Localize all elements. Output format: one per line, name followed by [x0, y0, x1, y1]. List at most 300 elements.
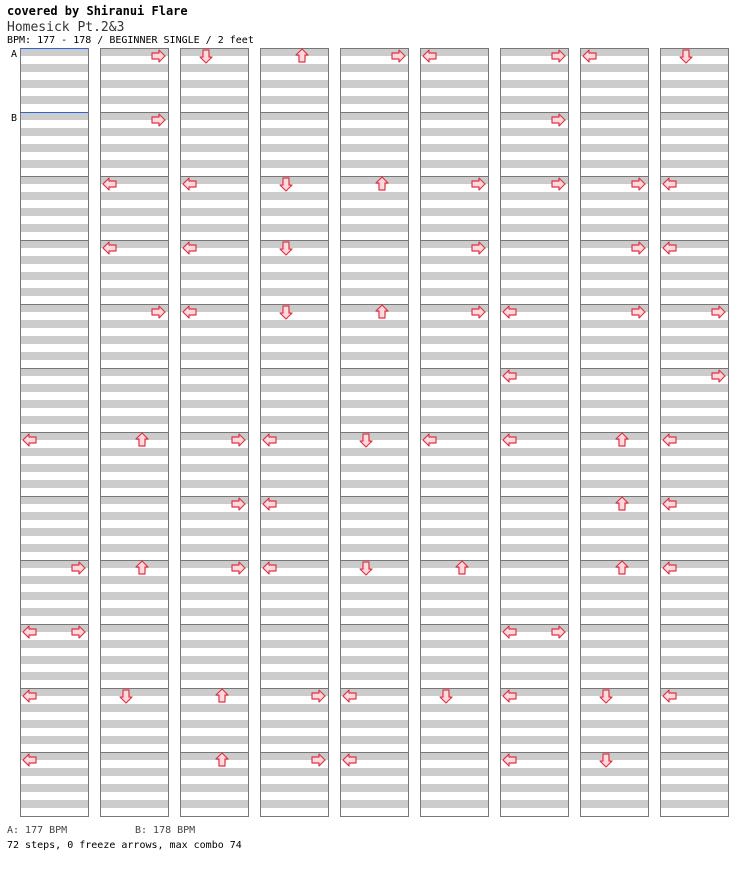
beat-stripe	[660, 464, 728, 472]
beat-stripe	[500, 224, 568, 232]
measure-50	[340, 112, 409, 177]
measure-41	[260, 304, 329, 369]
beat-stripe	[660, 96, 728, 104]
beat-stripe	[100, 592, 168, 600]
beat-stripe	[420, 496, 488, 504]
beat-stripe	[580, 464, 648, 472]
beat-stripe	[260, 272, 328, 280]
beat-stripe	[420, 624, 488, 632]
beat-stripe	[660, 800, 728, 808]
beat-stripe	[420, 448, 488, 456]
beat-stripe	[340, 208, 408, 216]
beat-stripe	[100, 720, 168, 728]
beat-stripe	[420, 528, 488, 536]
beat-stripe	[580, 720, 648, 728]
measure-68	[420, 496, 489, 561]
beat-stripe	[500, 576, 568, 584]
beat-stripe	[660, 448, 728, 456]
beat-stripe	[260, 336, 328, 344]
beat-stripe	[580, 288, 648, 296]
measure-8	[20, 496, 89, 561]
beat-stripe	[500, 672, 568, 680]
measure-26	[180, 112, 249, 177]
measure-5	[20, 304, 89, 369]
beat-stripe	[420, 144, 488, 152]
beat-stripe	[580, 64, 648, 72]
beat-stripe	[260, 592, 328, 600]
beat-stripe	[260, 656, 328, 664]
beat-stripe	[340, 640, 408, 648]
beat-stripe	[660, 624, 728, 632]
beat-stripe	[580, 800, 648, 808]
beat-stripe	[180, 192, 248, 200]
beat-stripe	[420, 288, 488, 296]
beat-stripe	[580, 784, 648, 792]
beat-stripe	[340, 624, 408, 632]
measure-51	[340, 176, 409, 241]
beat-stripe	[340, 336, 408, 344]
beat-stripe	[340, 352, 408, 360]
beat-stripe	[660, 64, 728, 72]
beat-stripe	[180, 352, 248, 360]
bpm-marker-label: B	[11, 113, 18, 124]
beat-stripe	[20, 272, 88, 280]
beat-stripe	[660, 400, 728, 408]
beat-stripe	[340, 192, 408, 200]
measure-57	[340, 560, 409, 625]
beat-stripe	[340, 320, 408, 328]
bpm-a-label: A: 177 BPM	[7, 825, 68, 836]
beat-stripe	[580, 432, 648, 440]
beat-stripe	[580, 224, 648, 232]
measure-2	[20, 112, 89, 177]
beat-stripe	[20, 192, 88, 200]
beat-stripe	[660, 352, 728, 360]
beat-stripe	[180, 656, 248, 664]
beat-stripe	[180, 128, 248, 136]
beat-stripe	[100, 80, 168, 88]
beat-stripe	[340, 416, 408, 424]
beat-stripe	[20, 160, 88, 168]
measure-38	[260, 112, 329, 177]
beat-stripe	[580, 448, 648, 456]
beat-stripe	[180, 752, 248, 760]
beat-stripe	[100, 624, 168, 632]
beat-stripe	[100, 208, 168, 216]
beat-stripe	[420, 384, 488, 392]
beat-stripe	[340, 656, 408, 664]
beat-stripe	[660, 784, 728, 792]
measure-97	[660, 48, 729, 113]
measure-40	[260, 240, 329, 305]
beat-stripe	[660, 320, 728, 328]
beat-stripe	[340, 592, 408, 600]
beat-stripe	[420, 464, 488, 472]
beat-stripe	[660, 336, 728, 344]
beat-stripe	[420, 400, 488, 408]
beat-stripe	[20, 448, 88, 456]
beat-stripe	[260, 384, 328, 392]
beat-stripe	[500, 272, 568, 280]
beat-stripe	[500, 240, 568, 248]
beat-stripe	[500, 512, 568, 520]
beat-stripe	[500, 80, 568, 88]
beat-stripe	[500, 544, 568, 552]
measure-106	[660, 624, 729, 689]
beat-stripe	[580, 128, 648, 136]
beat-stripe	[100, 560, 168, 568]
beat-stripe	[20, 608, 88, 616]
beat-stripe	[20, 784, 88, 792]
measure-98	[660, 112, 729, 177]
beat-stripe	[180, 288, 248, 296]
beat-stripe	[260, 368, 328, 376]
beat-stripe	[340, 448, 408, 456]
beat-stripe	[100, 192, 168, 200]
beat-stripe	[660, 80, 728, 88]
measure-91	[580, 432, 649, 497]
measure-86	[580, 112, 649, 177]
beat-stripe	[660, 576, 728, 584]
measure-42	[260, 368, 329, 433]
beat-stripe	[340, 608, 408, 616]
beat-stripe	[580, 496, 648, 504]
beat-stripe	[100, 400, 168, 408]
beat-stripe	[180, 96, 248, 104]
beat-stripe	[260, 224, 328, 232]
beat-stripe	[660, 160, 728, 168]
beat-stripe	[20, 496, 88, 504]
beat-stripe	[420, 576, 488, 584]
beat-stripe	[100, 768, 168, 776]
beat-stripe	[660, 704, 728, 712]
beat-stripe	[420, 512, 488, 520]
beat-stripe	[180, 336, 248, 344]
beat-stripe	[660, 512, 728, 520]
beat-stripe	[580, 592, 648, 600]
beat-stripe	[660, 112, 728, 120]
beat-stripe	[660, 544, 728, 552]
beat-stripe	[180, 256, 248, 264]
beat-stripe	[340, 224, 408, 232]
beat-stripe	[20, 464, 88, 472]
beat-stripe	[420, 800, 488, 808]
beat-stripe	[660, 224, 728, 232]
beat-stripe	[180, 512, 248, 520]
beat-stripe	[260, 416, 328, 424]
measure-58	[340, 624, 409, 689]
beat-stripe	[500, 160, 568, 168]
beat-stripe	[500, 288, 568, 296]
beat-stripe	[340, 64, 408, 72]
beat-stripe	[500, 352, 568, 360]
beat-stripe	[580, 512, 648, 520]
beat-stripe	[180, 720, 248, 728]
beat-stripe	[420, 64, 488, 72]
beat-stripe	[420, 256, 488, 264]
beat-stripe	[260, 208, 328, 216]
beat-stripe	[420, 208, 488, 216]
beat-stripe	[660, 656, 728, 664]
beat-stripe	[580, 368, 648, 376]
beat-stripe	[180, 448, 248, 456]
beat-stripe	[500, 320, 568, 328]
measure-52	[340, 240, 409, 305]
measure-92	[580, 496, 649, 561]
measure-93	[580, 560, 649, 625]
beat-stripe	[500, 464, 568, 472]
beat-stripe	[180, 208, 248, 216]
measure-20	[100, 496, 169, 561]
beat-stripe	[580, 528, 648, 536]
beat-stripe	[340, 720, 408, 728]
beat-stripe	[340, 272, 408, 280]
beat-stripe	[20, 112, 88, 120]
measure-3	[20, 176, 89, 241]
beat-stripe	[340, 544, 408, 552]
beat-stripe	[660, 48, 728, 56]
measure-6	[20, 368, 89, 433]
beat-stripe	[100, 528, 168, 536]
beat-stripe	[100, 480, 168, 488]
beat-stripe	[660, 192, 728, 200]
beat-stripe	[260, 304, 328, 312]
beat-stripe	[340, 432, 408, 440]
beat-stripe	[500, 800, 568, 808]
beat-stripe	[660, 128, 728, 136]
beat-stripe	[420, 640, 488, 648]
beat-stripe	[260, 464, 328, 472]
beat-stripe	[180, 592, 248, 600]
beat-stripe	[660, 416, 728, 424]
beat-stripe	[100, 144, 168, 152]
beat-stripe	[20, 512, 88, 520]
measure-53	[340, 304, 409, 369]
beat-stripe	[100, 368, 168, 376]
beat-stripe	[180, 224, 248, 232]
beat-stripe	[340, 368, 408, 376]
beat-stripe	[100, 656, 168, 664]
beat-stripe	[340, 480, 408, 488]
beat-stripe	[660, 672, 728, 680]
beat-stripe	[580, 144, 648, 152]
beat-stripe	[20, 800, 88, 808]
beat-stripe	[20, 576, 88, 584]
beat-stripe	[180, 544, 248, 552]
beat-stripe	[180, 64, 248, 72]
beat-stripe	[260, 448, 328, 456]
beat-stripe	[260, 112, 328, 120]
beat-stripe	[500, 336, 568, 344]
beat-stripe	[180, 784, 248, 792]
beat-stripe	[660, 144, 728, 152]
beat-stripe	[100, 688, 168, 696]
beat-stripe	[260, 144, 328, 152]
bpm-legend	[7, 825, 263, 836]
beat-stripe	[420, 672, 488, 680]
beat-stripe	[20, 144, 88, 152]
beat-stripe	[260, 800, 328, 808]
beat-stripe	[260, 624, 328, 632]
beat-stripe	[180, 416, 248, 424]
beat-stripe	[420, 784, 488, 792]
beat-stripe	[100, 384, 168, 392]
measure-80	[500, 496, 569, 561]
beat-stripe	[260, 176, 328, 184]
beat-stripe	[580, 256, 648, 264]
beat-stripe	[180, 736, 248, 744]
beat-stripe	[260, 64, 328, 72]
measure-69	[420, 560, 489, 625]
beat-stripe	[340, 112, 408, 120]
beat-stripe	[260, 400, 328, 408]
beat-stripe	[500, 496, 568, 504]
chart-info: BPM: 177 - 178 / BEGINNER SINGLE / 2 feet	[7, 35, 254, 46]
beat-stripe	[20, 400, 88, 408]
measure-19	[100, 432, 169, 497]
beat-stripe	[340, 256, 408, 264]
beat-stripe	[340, 240, 408, 248]
beat-stripe	[340, 304, 408, 312]
beat-stripe	[260, 48, 328, 56]
beat-stripe	[500, 736, 568, 744]
beat-stripe	[500, 144, 568, 152]
beat-stripe	[260, 352, 328, 360]
beat-stripe	[420, 752, 488, 760]
beat-stripe	[260, 240, 328, 248]
beat-stripe	[260, 608, 328, 616]
beat-stripe	[100, 544, 168, 552]
beat-stripe	[20, 176, 88, 184]
beat-stripe	[20, 384, 88, 392]
beat-stripe	[180, 112, 248, 120]
beat-stripe	[580, 640, 648, 648]
beat-stripe	[420, 544, 488, 552]
beat-stripe	[420, 656, 488, 664]
beat-stripe	[500, 480, 568, 488]
beat-stripe	[340, 560, 408, 568]
beat-stripe	[20, 224, 88, 232]
beat-stripe	[20, 528, 88, 536]
beat-stripe	[340, 704, 408, 712]
beat-stripe	[100, 736, 168, 744]
beat-stripe	[500, 784, 568, 792]
beat-stripe	[580, 160, 648, 168]
measure-4	[20, 240, 89, 305]
beat-stripe	[260, 160, 328, 168]
beat-stripe	[20, 480, 88, 488]
beat-stripe	[580, 736, 648, 744]
beat-stripe	[260, 512, 328, 520]
measure-90	[580, 368, 649, 433]
beat-stripe	[500, 768, 568, 776]
beat-stripe	[100, 640, 168, 648]
beat-stripe	[100, 320, 168, 328]
beat-stripe	[420, 80, 488, 88]
beat-stripe	[20, 320, 88, 328]
beat-stripe	[580, 384, 648, 392]
beat-stripe	[500, 64, 568, 72]
beat-stripe	[580, 672, 648, 680]
beat-stripe	[660, 272, 728, 280]
measure-36	[180, 752, 249, 817]
measure-96	[580, 752, 649, 817]
beat-stripe	[180, 320, 248, 328]
beat-stripe	[260, 672, 328, 680]
beat-stripe	[20, 704, 88, 712]
beat-stripe	[500, 400, 568, 408]
measure-34	[180, 624, 249, 689]
beat-stripe	[420, 320, 488, 328]
beat-stripe	[100, 608, 168, 616]
beat-stripe	[420, 272, 488, 280]
beat-stripe	[180, 528, 248, 536]
beat-stripe	[500, 592, 568, 600]
beat-stripe	[500, 96, 568, 104]
beat-stripe	[340, 736, 408, 744]
beat-stripe	[420, 608, 488, 616]
beat-stripe	[580, 544, 648, 552]
beat-stripe	[260, 704, 328, 712]
beat-stripe	[100, 288, 168, 296]
measure-55	[340, 432, 409, 497]
beat-stripe	[580, 768, 648, 776]
beat-stripe	[20, 592, 88, 600]
beat-stripe	[580, 352, 648, 360]
beat-stripe	[420, 128, 488, 136]
beat-stripe	[180, 80, 248, 88]
beat-stripe	[580, 752, 648, 760]
beat-stripe	[660, 256, 728, 264]
beat-stripe	[580, 192, 648, 200]
beat-stripe	[580, 416, 648, 424]
measure-37	[260, 48, 329, 113]
beat-stripe	[20, 208, 88, 216]
beat-stripe	[20, 48, 88, 56]
beat-stripe	[180, 48, 248, 56]
beat-stripe	[340, 80, 408, 88]
bpm-b-label: B: 178 BPM	[135, 825, 196, 836]
beat-stripe	[20, 368, 88, 376]
beat-stripe	[100, 576, 168, 584]
measure-46	[260, 624, 329, 689]
beat-stripe	[500, 208, 568, 216]
beat-stripe	[100, 752, 168, 760]
measure-1	[20, 48, 89, 113]
beat-stripe	[260, 256, 328, 264]
beat-stripe	[20, 640, 88, 648]
beat-stripe	[660, 480, 728, 488]
beat-stripe	[420, 160, 488, 168]
beat-stripe	[420, 720, 488, 728]
beat-stripe	[500, 656, 568, 664]
beat-stripe	[100, 224, 168, 232]
beat-stripe	[420, 96, 488, 104]
beat-stripe	[20, 96, 88, 104]
beat-stripe	[20, 416, 88, 424]
beat-stripe	[260, 96, 328, 104]
beat-stripe	[20, 544, 88, 552]
beat-stripe	[180, 400, 248, 408]
measure-39	[260, 176, 329, 241]
beat-stripe	[420, 112, 488, 120]
beat-stripe	[660, 384, 728, 392]
beat-stripe	[420, 224, 488, 232]
beat-stripe	[500, 192, 568, 200]
beat-stripe	[100, 432, 168, 440]
beat-stripe	[660, 528, 728, 536]
beat-stripe	[20, 672, 88, 680]
